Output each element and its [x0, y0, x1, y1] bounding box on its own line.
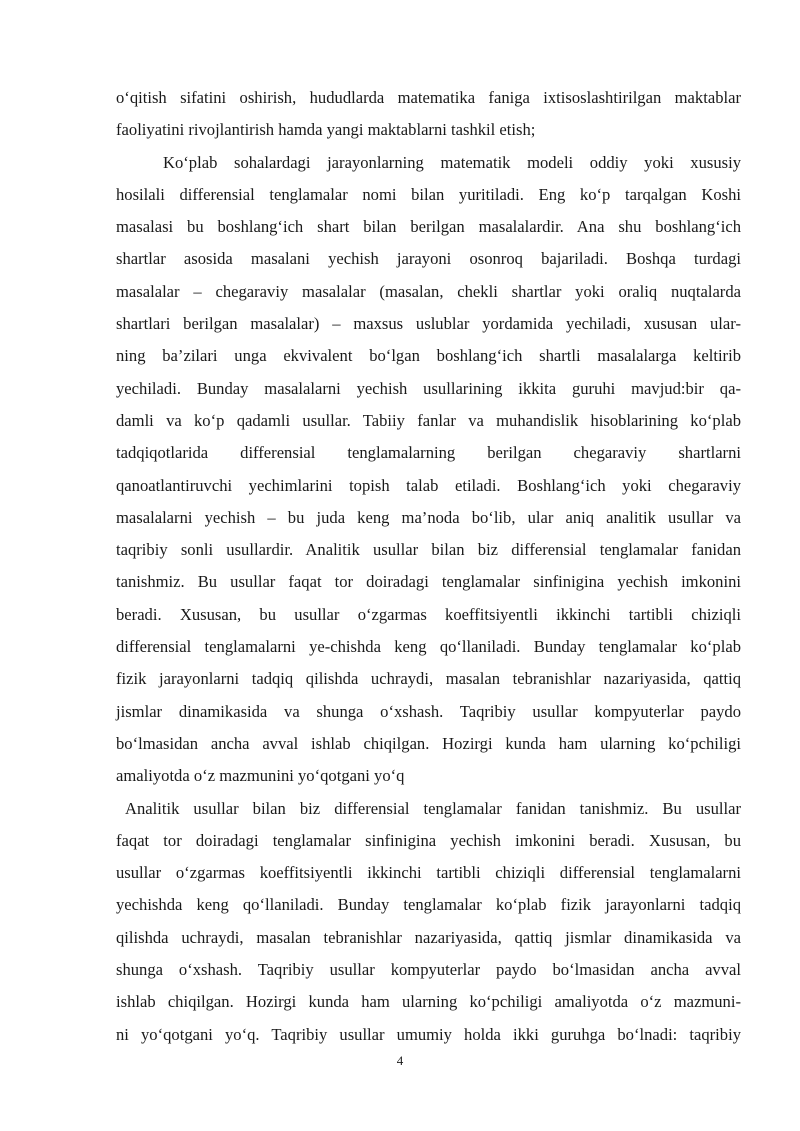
text-line: ishlab chiqilgan. Hozirgi kunda ham ularning ko‘pchiligi amaliyotda o‘z mazmuni- — [116, 992, 741, 1012]
page-content — [116, 82, 741, 1051]
text-line: fizik jarayonlarni tadqiq qilishda uchraydi, masalan tebranishlar nazariyasida, qattiq — [116, 669, 741, 689]
text-line: bo‘lmasidan ancha avval ishlab chiqilgan. Hozirgi kunda ham ularning ko‘pchiligi — [116, 733, 741, 753]
text-line: jismlar dinamikasida va shunga o‘xshash. Taqribiy usullar kompyuterlar paydo — [116, 701, 741, 721]
text-line: shunga o‘xshash. Taqribiy usullar kompyuterlar paydo bo‘lmasidan ancha avval — [116, 960, 741, 980]
text-line: shartlari berilgan masalalar) – maxsus uslublar yordamida yechiladi, xususan ular- — [116, 314, 741, 334]
page-number: 4 — [396, 1053, 404, 1068]
text-line: ni yo‘qotgani yo‘q. Taqribiy usullar umumiy holda ikki guruhga bo‘lnadi: taqribiy — [116, 1024, 741, 1044]
text-line: hosilali differensial tenglamalar nomi bilan yuritiladi. Eng ko‘p tarqalgan Koshi — [116, 184, 741, 204]
paragraph — [116, 82, 741, 147]
text-line: taqribiy sonli usullardir. Analitik usullar bilan biz differensial tenglamalar fanidan — [116, 540, 741, 560]
text-line: faoliyatini rivojlantirish hamda yangi maktablarni tashkil etish; — [116, 120, 536, 140]
text-line: Analitik usullar bilan biz differensial tenglamalar fanidan tanishmiz. Bu usullar — [125, 798, 741, 818]
text-line: differensial tenglamalarni ye-chishda keng qo‘llaniladi. Bunday tenglamalar ko‘plab — [116, 637, 741, 657]
text-line: ning ba’zilari unga ekvivalent bo‘lgan boshlang‘ich shartli masalalarga keltirib — [116, 346, 741, 366]
text-line: o‘qitish sifatini oshirish, hududlarda matematika faniga ixtisoslashtirilgan maktablar — [116, 88, 741, 107]
text-line: yechishda keng qo‘llaniladi. Bunday tenglamalar ko‘plab fizik jarayonlarni tadqiq — [116, 895, 741, 915]
text-line: Ko‘plab sohalardagi jarayonlarning matematik modeli oddiy yoki xususiy — [163, 152, 741, 172]
text-line: masalalar – chegaraviy masalalar (masalan, chekli shartlar yoki oraliq nuqtalarda — [116, 281, 741, 301]
text-line: masalasi bu boshlang‘ich shart bilan berilgan masalalardir. Ana shu boshlang‘ich — [116, 217, 741, 237]
text-line: beradi. Xususan, bu usullar o‘zgarmas koeffitsiyentli ikkinchi tartibli chiziqli — [116, 604, 741, 624]
text-line: tadqiqotlarida differensial tenglamalarning berilgan chegaraviy shartlarni — [116, 443, 741, 463]
paragraph — [116, 793, 741, 1051]
text-line: shartlar asosida masalani yechish jarayoni osonroq bajariladi. Boshqa turdagi — [116, 249, 741, 269]
text-line: qanoatlantiruvchi yechimlarini topish talab etiladi. Boshlang‘ich yoki chegaraviy — [116, 475, 741, 495]
text-line: tanishmiz. Bu usullar faqat tor doiradagi tenglamalar sinfinigina yechish imkonini — [116, 572, 741, 592]
text-line: faqat tor doiradagi tenglamalar sinfinigina yechish imkonini beradi. Xususan, bu — [116, 830, 741, 850]
paragraph — [116, 147, 741, 793]
text-line: masalalarni yechish – bu juda keng ma’noda bo‘lib, ular aniq analitik usullar va — [116, 507, 741, 527]
text-line: yechiladi. Bunday masalalarni yechish usullarining ikkita guruhi mavjud:bir qa- — [116, 378, 741, 398]
text-line: damli va ko‘p qadamli usullar. Tabiiy fanlar va muhandislik hisoblarining ko‘plab — [116, 410, 741, 430]
text-line: usullar o‘zgarmas koeffitsiyentli ikkinchi tartibli chiziqli differensial tenglamalarni — [116, 863, 741, 883]
text-line: qilishda uchraydi, masalan tebranishlar nazariyasida, qattiq jismlar dinamikasida va — [116, 927, 741, 947]
text-line: amaliyotda o‘z mazmunini yo‘qotgani yo‘q — [116, 766, 405, 786]
